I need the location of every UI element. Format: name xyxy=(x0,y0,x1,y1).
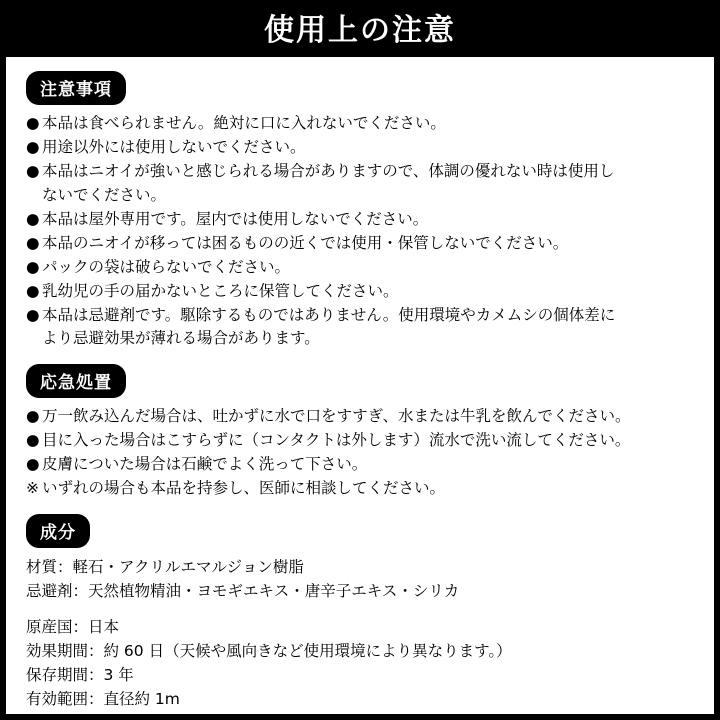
spacer xyxy=(26,603,696,615)
list-item xyxy=(26,304,696,327)
spec-line: 効果期間：約 60 日（天候や風向きなど使用環境により異なります。） xyxy=(26,642,512,661)
list-item xyxy=(26,256,696,279)
list-item xyxy=(26,429,696,452)
spec-line: 原産国：日本 xyxy=(26,618,120,637)
list-item xyxy=(26,160,696,183)
first-aid-note-text: いずれの場合も本品を持参し、医師に相談してください。 xyxy=(42,479,446,498)
list-item-text: 本品は屋外専用です。屋内では使用しないでください。 xyxy=(42,209,429,228)
list-item-text: パックの袋は破らないでください。 xyxy=(42,257,291,276)
bullet-icon: ● xyxy=(26,407,40,426)
caution-list xyxy=(26,112,696,350)
first-aid-list xyxy=(26,405,696,476)
caution-section-heading: 注意事項 xyxy=(26,71,126,105)
specs-list xyxy=(26,615,696,711)
list-item xyxy=(26,208,696,231)
caution-section xyxy=(26,71,696,350)
list-item-text: 本品はニオイが強いと感じられる場合がありますので、体調の優れない時は使用し xyxy=(42,161,615,180)
list-item-continuation xyxy=(26,184,696,207)
bullet-icon: ● xyxy=(26,305,40,324)
list-item-text: 目に入った場合はこすらずに（コンタクトは外します）流水で洗い流してください。 xyxy=(42,431,631,450)
spec-line: 有効範囲：直径約 1m xyxy=(26,690,180,709)
first-aid-section-heading: 応急処置 xyxy=(26,364,126,398)
list-item-text: 本品は食べられません。絶対に口に入れないでください。 xyxy=(42,114,446,132)
bullet-icon: ● xyxy=(26,137,40,156)
list-item-text: 皮膚についた場合は石鹸でよく洗って下さい。 xyxy=(42,455,368,474)
list-item-text: 本品は忌避剤です。駆除するものではありません。使用環境やカメムシの個体差に xyxy=(42,305,616,324)
list-item xyxy=(26,405,696,428)
ingredients-list xyxy=(26,555,696,603)
list-item-text: より忌避効果が薄れる場合があります。 xyxy=(42,329,320,348)
bullet-icon: ● xyxy=(26,455,40,474)
list-item xyxy=(26,453,696,476)
bullet-icon: ● xyxy=(26,209,40,228)
first-aid-section xyxy=(26,364,696,500)
ingredient-line: 材質：軽石・アクリルエマルジョン樹脂 xyxy=(26,558,304,577)
list-item-text: 乳幼児の手の届かないところに保管してください。 xyxy=(42,281,399,300)
list-item xyxy=(26,112,696,135)
list-item-text: ないでください。 xyxy=(42,185,167,204)
list-item-text: 用途以外には使用しないでください。 xyxy=(42,137,306,156)
list-item xyxy=(26,280,696,303)
list-item xyxy=(26,232,696,255)
label-content xyxy=(6,57,714,711)
bullet-icon: ● xyxy=(26,114,40,132)
list-item-text: 万一飲み込んだ場合は、吐かずに水で口をすすぎ、水または牛乳を飲んでください。 xyxy=(42,407,631,426)
bullet-icon: ● xyxy=(26,281,40,300)
ingredients-section xyxy=(26,514,696,711)
bullet-icon: ● xyxy=(26,233,40,252)
list-item xyxy=(26,136,696,159)
bullet-icon: ● xyxy=(26,161,40,180)
list-item-continuation xyxy=(26,327,696,350)
spec-line: 保存期間：3 年 xyxy=(26,666,134,685)
list-item-text: 本品のニオイが移っては困るものの近くでは使用・保管しないでください。 xyxy=(42,233,569,252)
ingredients-section-heading: 成分 xyxy=(26,514,90,548)
note-mark-icon: ※ xyxy=(26,479,39,498)
ingredient-line: 忌避剤：天然植物精油・ヨモギエキス・唐辛子エキス・シリカ xyxy=(26,582,460,601)
first-aid-note xyxy=(26,477,696,500)
bullet-icon: ● xyxy=(26,431,40,450)
bullet-icon: ● xyxy=(26,257,40,276)
page-title: 使用上の注意 xyxy=(6,6,714,57)
